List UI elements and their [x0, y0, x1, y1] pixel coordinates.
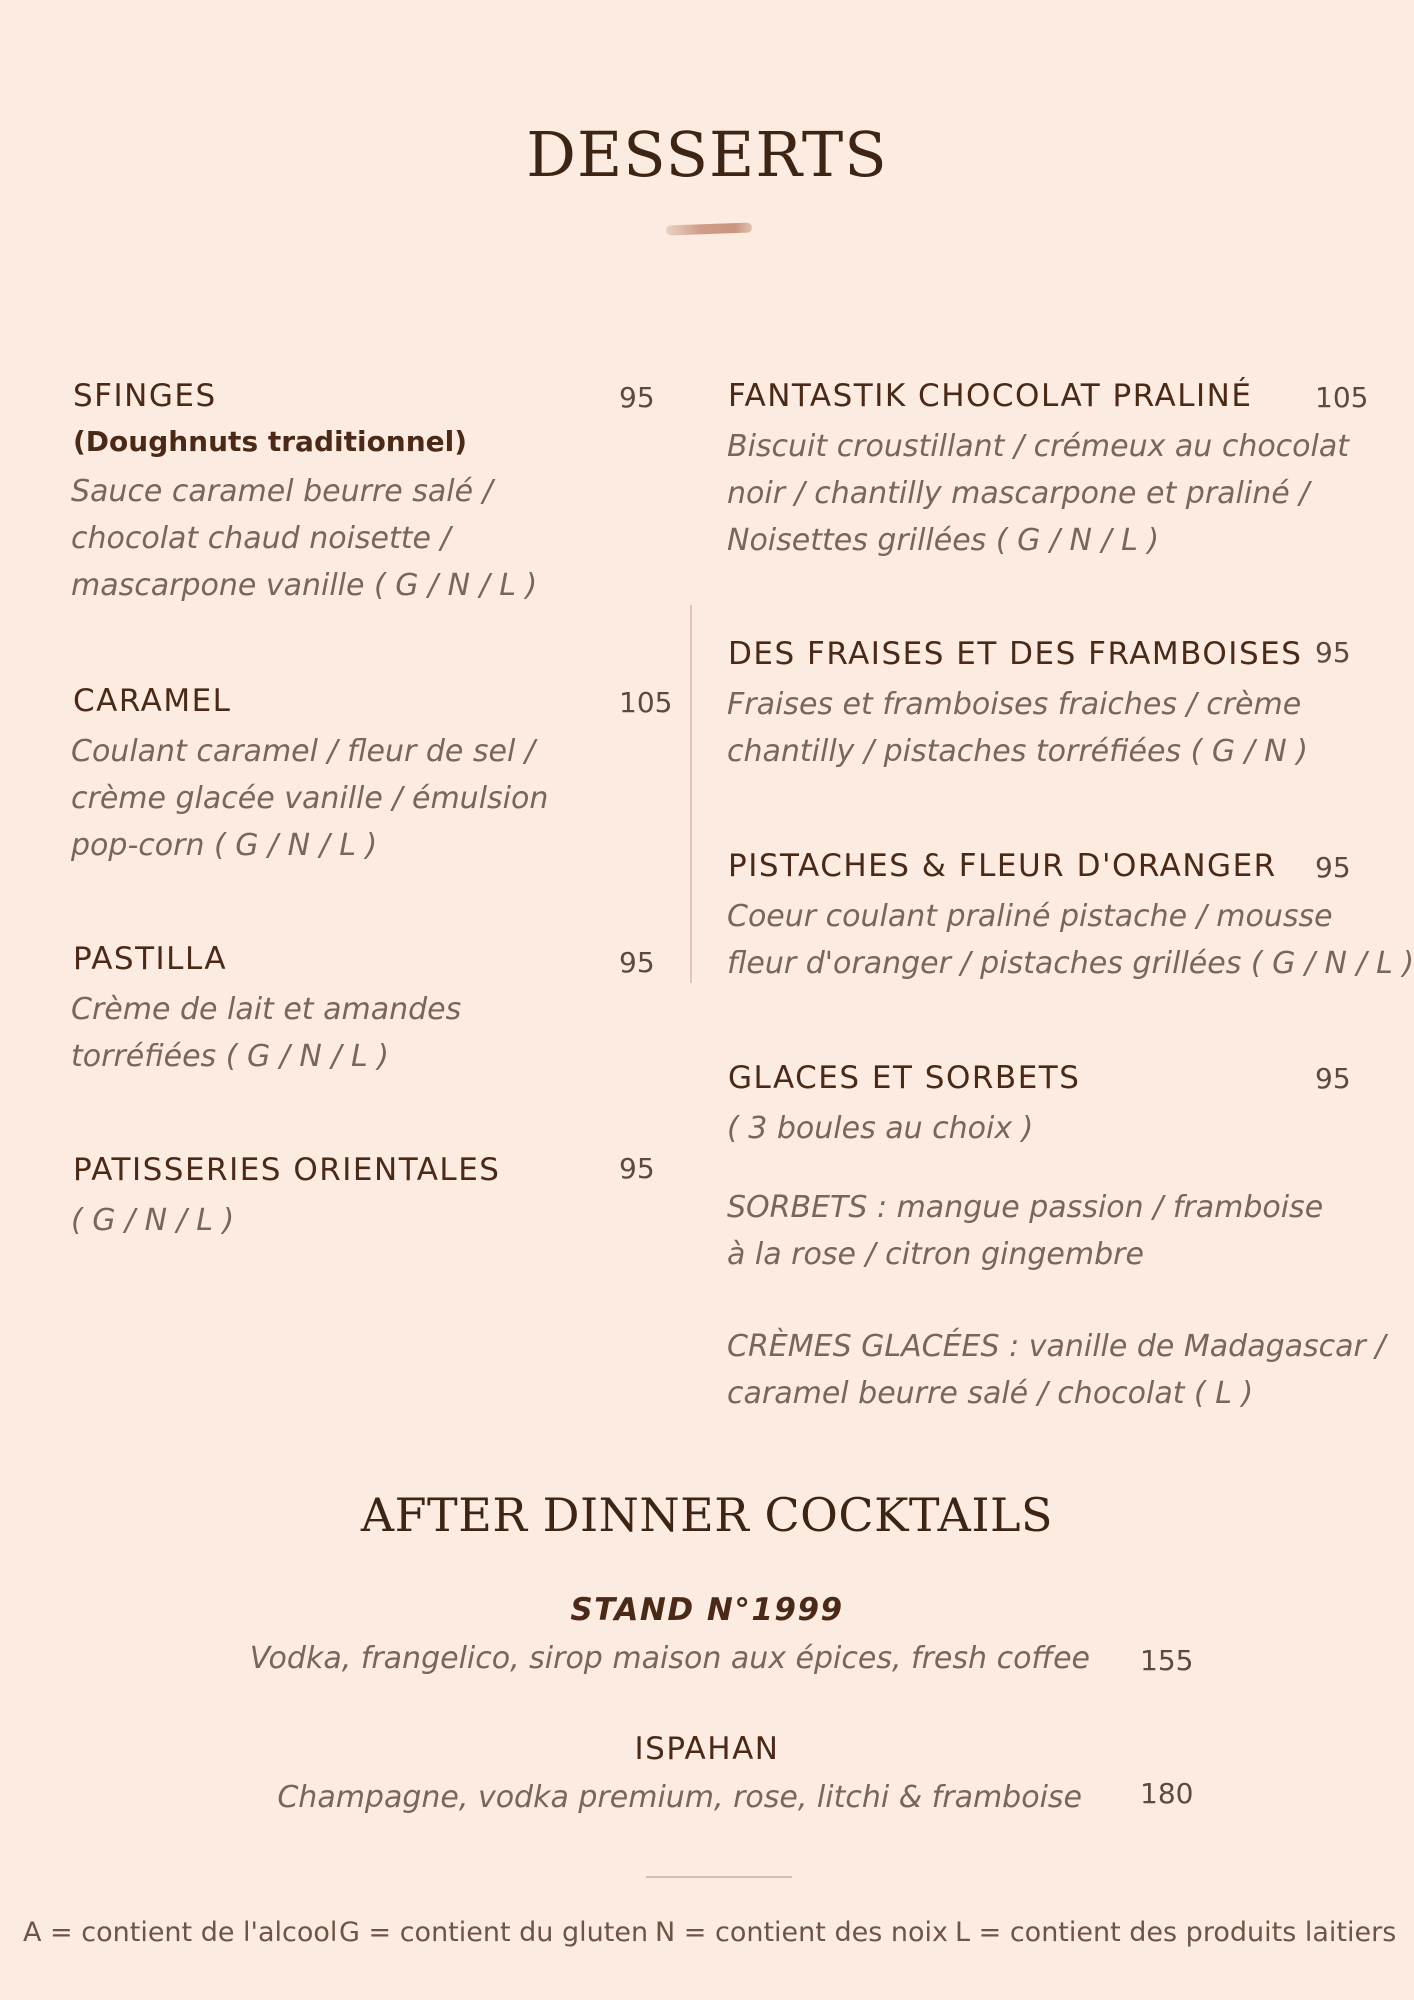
legend-dairy: L = contient des produits laitiers	[955, 1917, 1397, 1948]
cocktail-description: Vodka, frangelico, sirop maison aux épices, fresh coffee	[249, 1641, 1090, 1676]
item-description-line: Sauce caramel beurre salé /	[71, 474, 493, 509]
column-divider	[690, 605, 692, 983]
item-name: CARAMEL	[73, 683, 232, 719]
item-description-line: Noisettes grillées ( G / N / L )	[727, 523, 1160, 558]
cocktail-price: 155	[1140, 1644, 1194, 1677]
cremes-glacees-line: caramel beurre salé / chocolat ( L )	[727, 1376, 1254, 1411]
item-description-line: chantilly / pistaches torréfiées ( G / N )	[727, 734, 1308, 769]
sorbets-line: SORBETS : mangue passion / framboise	[727, 1190, 1324, 1225]
item-name: DES FRAISES ET DES FRAMBOISES	[728, 636, 1303, 672]
item-name: PISTACHES & FLEUR D'ORANGER	[728, 848, 1277, 884]
item-description-line: chocolat chaud noisette /	[71, 521, 451, 556]
item-description-line: torréfiées ( G / N / L )	[71, 1039, 389, 1074]
sorbets-line: à la rose / citron gingembre	[727, 1237, 1144, 1272]
item-description-line: Crème de lait et amandes	[71, 992, 462, 1027]
item-description-line: crème glacée vanille / émulsion	[71, 781, 549, 816]
item-name: GLACES ET SORBETS	[728, 1060, 1081, 1096]
legend-divider	[646, 1876, 792, 1878]
page-title: DESSERTS	[526, 118, 888, 191]
brush-stroke-divider	[666, 223, 752, 236]
item-description-line: Fraises et framboises fraiches / crème	[727, 687, 1302, 722]
item-price: 95	[1315, 851, 1351, 884]
item-name: PASTILLA	[73, 941, 228, 977]
item-subtitle: (Doughnuts traditionnel)	[73, 425, 468, 458]
item-description-line: pop-corn ( G / N / L )	[71, 828, 378, 863]
item-description-line: Coeur coulant praliné pistache / mousse	[727, 899, 1333, 934]
legend-nuts: N = contient des noix	[655, 1917, 948, 1948]
item-price: 95	[1315, 1062, 1351, 1095]
item-price: 95	[1315, 636, 1351, 669]
legend-alcohol: A = contient de l'alcool	[23, 1917, 338, 1948]
legend-gluten: G = contient du gluten	[339, 1917, 649, 1948]
item-name: SFINGES	[73, 378, 217, 414]
item-description-line: ( 3 boules au choix )	[727, 1111, 1034, 1146]
cocktail-name: STAND N°1999	[570, 1592, 844, 1628]
item-price: 95	[619, 946, 655, 979]
cocktails-section-title: AFTER DINNER COCKTAILS	[360, 1488, 1054, 1542]
item-description-line: mascarpone vanille ( G / N / L )	[71, 568, 538, 603]
item-name: FANTASTIK CHOCOLAT PRALINÉ	[728, 378, 1253, 414]
cocktail-name: ISPAHAN	[634, 1731, 780, 1767]
item-price: 105	[1315, 381, 1369, 414]
item-description-line: Biscuit croustillant / crémeux au chocolat	[727, 429, 1350, 464]
item-description-line: ( G / N / L )	[71, 1203, 235, 1238]
item-description-line: Coulant caramel / fleur de sel /	[71, 734, 535, 769]
cocktail-description: Champagne, vodka premium, rose, litchi & framboise	[277, 1780, 1082, 1815]
item-price: 105	[619, 686, 673, 719]
item-price: 95	[619, 1152, 655, 1185]
cremes-glacees-line: CRÈMES GLACÉES : vanille de Madagascar /	[727, 1329, 1386, 1364]
item-description-line: fleur d'oranger / pistaches grillées ( G / N / L )	[727, 946, 1414, 981]
item-name: PATISSERIES ORIENTALES	[73, 1152, 501, 1188]
cocktail-price: 180	[1140, 1777, 1194, 1810]
item-description-line: noir / chantilly mascarpone et praliné /	[727, 476, 1310, 511]
item-price: 95	[619, 381, 655, 414]
